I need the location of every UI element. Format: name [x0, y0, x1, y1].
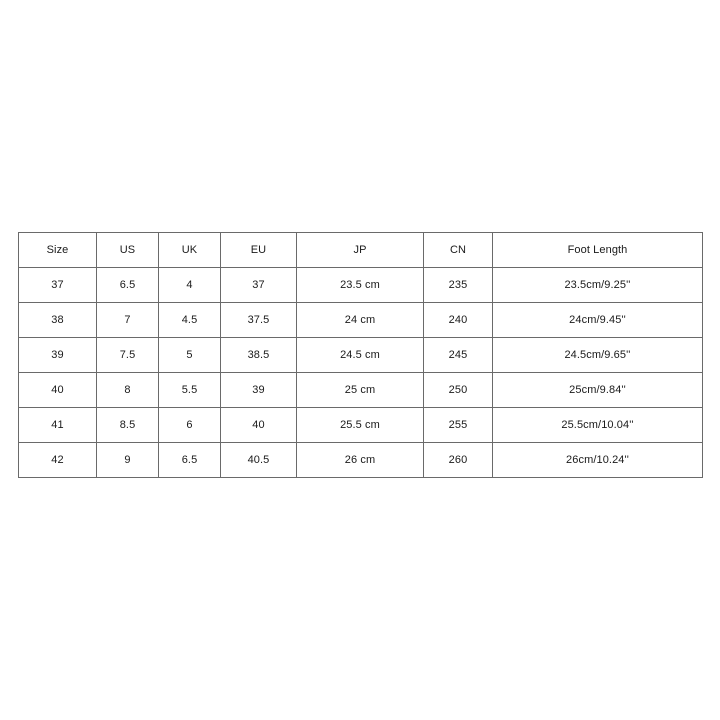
cell-us: 8.5 — [97, 408, 159, 443]
table-row — [19, 338, 703, 373]
cell-jp: 23.5 cm — [297, 268, 424, 303]
header-eu: EU — [221, 233, 297, 268]
cell-jp: 25.5 cm — [297, 408, 424, 443]
table-header-row — [19, 233, 703, 268]
cell-cn: 235 — [424, 268, 493, 303]
cell-uk: 6 — [159, 408, 221, 443]
cell-size: 39 — [19, 338, 97, 373]
cell-cn: 250 — [424, 373, 493, 408]
header-size: Size — [19, 233, 97, 268]
cell-foot-length: 24.5cm/9.65'' — [493, 338, 703, 373]
cell-uk: 4 — [159, 268, 221, 303]
cell-eu: 40.5 — [221, 443, 297, 478]
cell-size: 40 — [19, 373, 97, 408]
cell-us: 6.5 — [97, 268, 159, 303]
cell-size: 37 — [19, 268, 97, 303]
header-uk: UK — [159, 233, 221, 268]
cell-us: 8 — [97, 373, 159, 408]
header-foot-length: Foot Length — [493, 233, 703, 268]
cell-foot-length: 23.5cm/9.25'' — [493, 268, 703, 303]
cell-uk: 5.5 — [159, 373, 221, 408]
cell-jp: 25 cm — [297, 373, 424, 408]
cell-us: 7 — [97, 303, 159, 338]
header-jp: JP — [297, 233, 424, 268]
cell-jp: 24.5 cm — [297, 338, 424, 373]
cell-foot-length: 25cm/9.84'' — [493, 373, 703, 408]
cell-uk: 4.5 — [159, 303, 221, 338]
table-row — [19, 303, 703, 338]
cell-foot-length: 25.5cm/10.04'' — [493, 408, 703, 443]
cell-foot-length: 26cm/10.24'' — [493, 443, 703, 478]
cell-jp: 26 cm — [297, 443, 424, 478]
cell-us: 9 — [97, 443, 159, 478]
table-row — [19, 268, 703, 303]
cell-uk: 6.5 — [159, 443, 221, 478]
cell-cn: 260 — [424, 443, 493, 478]
cell-uk: 5 — [159, 338, 221, 373]
cell-eu: 39 — [221, 373, 297, 408]
cell-cn: 240 — [424, 303, 493, 338]
cell-size: 42 — [19, 443, 97, 478]
cell-cn: 255 — [424, 408, 493, 443]
table-row — [19, 408, 703, 443]
cell-jp: 24 cm — [297, 303, 424, 338]
cell-cn: 245 — [424, 338, 493, 373]
cell-us: 7.5 — [97, 338, 159, 373]
size-chart-table — [18, 232, 703, 478]
cell-eu: 37.5 — [221, 303, 297, 338]
table-row — [19, 443, 703, 478]
header-cn: CN — [424, 233, 493, 268]
header-us: US — [97, 233, 159, 268]
cell-size: 41 — [19, 408, 97, 443]
cell-size: 38 — [19, 303, 97, 338]
cell-eu: 40 — [221, 408, 297, 443]
cell-eu: 37 — [221, 268, 297, 303]
cell-eu: 38.5 — [221, 338, 297, 373]
cell-foot-length: 24cm/9.45'' — [493, 303, 703, 338]
table-row — [19, 373, 703, 408]
